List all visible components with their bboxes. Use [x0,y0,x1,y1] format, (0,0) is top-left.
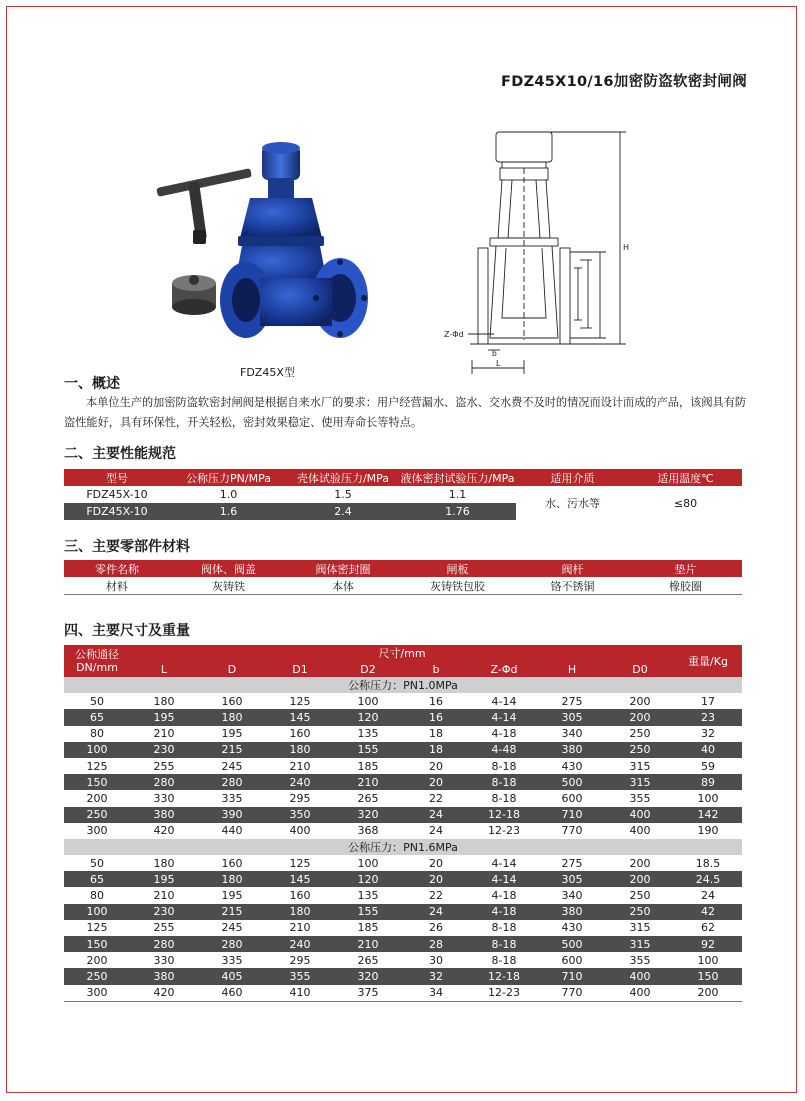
table-cell: 24.5 [674,871,742,887]
table-cell: 215 [198,742,266,758]
table-cell: 120 [334,871,402,887]
table-cell: 315 [606,936,674,952]
drawing-label-h: H [623,243,630,252]
table-row [64,985,742,1002]
table-cell: 195 [130,871,198,887]
table-cell: 210 [289,921,311,935]
mat-col-header: 零件名称 [64,560,170,577]
table-cell: 400 [606,985,674,1002]
table-cell: 600 [561,953,583,967]
table-cell: 400 [629,824,651,838]
table-cell: 250 [64,968,130,984]
table-cell: 4-14 [470,709,538,725]
table-cell: 180 [153,856,175,870]
table-cell: 180 [198,709,266,725]
materials-header-row [64,560,742,577]
table-cell: 500 [538,936,606,952]
table-cell: 500 [538,774,606,790]
table-cell: 80 [90,889,104,903]
table-cell: 17 [701,694,716,708]
table-cell: 100 [357,694,379,708]
valve-product-image [150,138,380,353]
mat-col-header: 阀杆 [516,560,629,577]
table-cell: 材料 [64,577,170,595]
pressure-group-row [64,839,742,855]
table-row [64,823,742,839]
table-cell: 400 [606,807,674,823]
size-col-header: D2 [334,661,402,677]
table-row [64,936,742,952]
table-row [64,758,742,774]
table-cell: 295 [289,791,311,805]
materials-table [64,560,742,595]
table-cell: 1.6 [170,503,287,520]
section-title-performance: 二、主要性能规范 [64,446,176,462]
table-cell: 150 [674,968,742,984]
table-cell: 4-18 [470,904,538,920]
weight-header: 重量/Kg [674,645,742,677]
table-cell: 320 [334,968,402,984]
table-cell: 18 [429,727,443,741]
security-cap-icon [172,275,216,315]
table-cell: 2.4 [287,503,399,520]
table-row [64,855,742,871]
table-cell: 770 [561,824,583,838]
table-cell: 185 [357,759,379,773]
table-cell: 210 [289,759,311,773]
table-cell: 368 [357,824,379,838]
table-cell: 380 [130,807,198,823]
table-row [64,807,742,823]
table-cell: 245 [221,759,243,773]
size-col-header: b [402,661,470,677]
table-cell: 160 [289,727,311,741]
table-cell: 62 [701,921,716,935]
table-cell: 340 [561,727,583,741]
key-tool-icon [156,168,252,244]
table-cell: 255 [153,921,175,935]
table-cell: 8-18 [491,759,517,773]
table-row [64,920,742,936]
table-row [64,742,742,758]
table-cell: 59 [701,759,716,773]
table-cell: 200 [86,791,108,805]
table-cell: 245 [221,921,243,935]
page-title: FDZ45X10/16加密防盗软密封闸阀 [501,74,747,90]
table-cell: 280 [130,774,198,790]
table-cell: 80 [90,727,104,741]
table-cell: 250 [64,807,130,823]
perf-col-header: 适用介质 [516,469,629,486]
table-cell: 185 [357,921,379,935]
table-cell: 275 [561,856,583,870]
table-cell: 4-48 [470,742,538,758]
table-cell: 430 [561,921,583,935]
dimensions-header-row [64,645,742,661]
table-cell: 420 [130,985,198,1002]
performance-header-row [64,469,742,486]
table-cell: 250 [629,727,651,741]
table-cell: 16 [402,709,470,725]
table-cell: 橡胶圈 [629,577,742,595]
table-cell: 350 [266,807,334,823]
table-cell: 430 [561,759,583,773]
table-cell: 405 [198,968,266,984]
table-cell: 4-14 [470,871,538,887]
table-cell: 200 [674,985,742,1002]
table-cell: 250 [606,904,674,920]
dn-header: 公称通径DN/mm [64,645,130,677]
table-cell: 12-18 [470,807,538,823]
overview-text: 本单位生产的加密防盗软密封闸阀是根据自来水厂的要求：用户经营漏水、盗水、交水费不及时的情况而设计而成的产品，该阀具有防盗性能好，具有环保性，开关轻松，密封效果稳定、使用寿命长等特点。 [64,396,747,429]
size-col-header: D [198,661,266,677]
table-cell: 180 [266,742,334,758]
table-cell: 210 [334,936,402,952]
table-row [64,968,742,984]
table-cell: 120 [334,709,402,725]
table-cell: 195 [130,709,198,725]
table-cell: 160 [221,694,243,708]
drawing-label-z: Z-Φd [444,330,464,339]
table-cell: 380 [538,742,606,758]
table-cell: 265 [357,791,379,805]
table-cell: 26 [429,921,443,935]
table-cell: 本体 [287,577,399,595]
table-cell: 355 [629,791,651,805]
table-cell: 160 [289,889,311,903]
table-cell: 20 [429,856,443,870]
table-cell: 18.5 [695,856,721,870]
size-col-header: D1 [266,661,334,677]
table-cell: 160 [221,856,243,870]
table-cell: 4-14 [491,694,517,708]
perf-col-header: 适用温度℃ [629,469,742,486]
table-cell: 440 [221,824,243,838]
table-cell: 100 [64,742,130,758]
mat-col-header: 阀体密封圈 [287,560,399,577]
table-cell: 150 [64,774,130,790]
table-cell: 460 [198,985,266,1002]
table-cell: 12-23 [488,824,520,838]
table-cell: 铬不锈铜 [516,577,629,595]
table-cell: 320 [334,807,402,823]
table-cell: 24 [701,889,716,903]
table-cell: 215 [198,904,266,920]
table-cell: 410 [266,985,334,1002]
table-cell: 255 [153,759,175,773]
table-cell: 22 [429,791,443,805]
table-row [64,904,742,920]
table-cell: 12-23 [470,985,538,1002]
table-row [64,790,742,806]
table-cell: 24 [429,824,443,838]
table-cell: 200 [86,953,108,967]
table-cell: 24 [402,904,470,920]
table-row [64,486,742,503]
table-cell: 200 [629,694,651,708]
size-col-header: Z-Φd [470,661,538,677]
perf-col-header: 公称压力PN/MPa [170,469,287,486]
section-title-dimensions: 四、主要尺寸及重量 [64,623,190,639]
table-cell: 灰铸铁 [170,577,287,595]
drawing-label-b: b [492,349,497,358]
table-cell: 32 [701,727,716,741]
performance-table [64,469,742,520]
table-cell: 20 [402,774,470,790]
table-row [64,693,742,709]
table-cell: 100 [697,791,719,805]
table-cell: 375 [334,985,402,1002]
table-cell: 1.1 [448,488,467,501]
table-cell: 8-18 [491,921,517,935]
table-cell: 32 [402,968,470,984]
table-cell: 710 [538,968,606,984]
table-cell: 灰铸铁包胶 [399,577,516,595]
table-cell: 355 [266,968,334,984]
table-cell: 34 [402,985,470,1002]
table-cell: 200 [606,709,674,725]
table-cell: 315 [629,921,651,935]
table-cell: 240 [266,936,334,952]
table-cell: 145 [266,709,334,725]
table-cell: 210 [153,889,175,903]
table-cell: 250 [606,742,674,758]
table-cell: 230 [130,904,198,920]
table-cell: 265 [357,953,379,967]
pressure-group-row [64,677,742,693]
table-cell: 4-14 [491,856,517,870]
table-cell: 135 [357,889,379,903]
medium-cell: 水、污水等 [516,486,629,520]
table-cell: 30 [429,953,443,967]
mat-col-header: 阀体、阀盖 [170,560,287,577]
table-cell: 100 [357,856,379,870]
table-row [64,726,742,742]
table-cell: 195 [221,727,243,741]
table-row [64,887,742,903]
mat-col-header: 垫片 [629,560,742,577]
table-row [64,952,742,968]
table-cell: 280 [198,936,266,952]
table-row [64,577,742,595]
table-cell: 600 [561,791,583,805]
table-cell: 300 [86,824,108,838]
table-row [64,871,742,887]
photo-caption: FDZ45X型 [240,366,295,379]
table-cell: 12-18 [470,968,538,984]
table-cell: 380 [538,904,606,920]
table-cell: 300 [64,985,130,1002]
table-cell: 280 [198,774,266,790]
table-cell: 280 [130,936,198,952]
table-cell: 400 [289,824,311,838]
table-cell: 190 [697,824,719,838]
perf-col-header: 型号 [64,469,170,486]
table-cell: 210 [153,727,175,741]
table-cell: 200 [629,856,651,870]
table-cell: 8-18 [491,953,517,967]
size-col-header: H [538,661,606,677]
mat-col-header: 闸板 [399,560,516,577]
perf-col-header: 壳体试验压力/MPa [287,469,399,486]
table-cell: 4-18 [491,727,517,741]
table-cell: 145 [266,871,334,887]
table-cell: 340 [561,889,583,903]
table-cell: 210 [334,774,402,790]
dimensions-subheader-row [64,661,742,677]
table-cell: 390 [198,807,266,823]
table-cell: 1.5 [334,488,352,501]
table-cell: FDZ45X-10 [86,488,148,501]
table-cell: 180 [153,694,175,708]
table-cell: 65 [64,871,130,887]
table-cell: 315 [629,759,651,773]
table-cell: 305 [538,709,606,725]
table-cell: 335 [221,953,243,967]
temperature-cell: ≤80 [629,486,742,520]
table-cell: 125 [86,759,108,773]
table-cell: 240 [266,774,334,790]
table-cell: 8-18 [470,774,538,790]
table-cell: 420 [153,824,175,838]
table-cell: 42 [674,904,742,920]
table-cell: 1.0 [219,488,238,501]
table-cell: 92 [674,936,742,952]
table-cell: 380 [130,968,198,984]
table-cell: 125 [289,856,311,870]
table-cell: 180 [266,904,334,920]
table-cell: 150 [64,936,130,952]
table-cell: 65 [64,709,130,725]
table-cell: 400 [606,968,674,984]
table-cell: 50 [90,694,104,708]
table-cell: 4-18 [491,889,517,903]
valve-technical-drawing [440,128,650,380]
table-cell: FDZ45X-10 [64,503,170,520]
table-cell: 8-18 [491,791,517,805]
table-row [64,774,742,790]
table-cell: 710 [538,807,606,823]
table-cell: 335 [221,791,243,805]
table-cell: 155 [334,904,402,920]
dimensions-table [64,645,742,1002]
table-cell: 20 [429,759,443,773]
table-cell: 295 [289,953,311,967]
table-cell: 125 [86,921,108,935]
table-cell: 142 [674,807,742,823]
table-cell: 200 [606,871,674,887]
size-col-header: L [130,661,198,677]
table-cell: 22 [429,889,443,903]
table-cell: 330 [153,953,175,967]
table-cell: 20 [402,871,470,887]
table-cell: 195 [221,889,243,903]
table-cell: 100 [64,904,130,920]
table-cell: 28 [402,936,470,952]
drawing-label-l: L [496,359,501,368]
table-cell: 355 [629,953,651,967]
table-cell: 305 [538,871,606,887]
size-header: 尺寸/mm [130,645,674,661]
table-cell: 23 [674,709,742,725]
table-cell: 8-18 [470,936,538,952]
table-cell: 155 [334,742,402,758]
table-cell: 40 [674,742,742,758]
table-cell: 18 [402,742,470,758]
table-cell: 770 [538,985,606,1002]
table-cell: 100 [697,953,719,967]
section-title-materials: 三、主要零部件材料 [64,539,190,555]
size-col-header: D0 [606,661,674,677]
table-cell: 275 [561,694,583,708]
table-cell: 16 [429,694,443,708]
pressure-group-label: 公称压力：PN1.0MPa [64,677,742,693]
perf-col-header: 液体密封试验压力/MPa [399,469,516,486]
table-cell: 315 [606,774,674,790]
table-cell: 24 [402,807,470,823]
section-title-overview: 一、概述 [64,376,120,392]
table-cell: 250 [629,889,651,903]
table-cell: 180 [198,871,266,887]
table-cell: 230 [130,742,198,758]
table-cell: 330 [153,791,175,805]
table-row [64,709,742,725]
pressure-group-label: 公称压力：PN1.6MPa [64,839,742,855]
table-cell: 1.76 [399,503,516,520]
table-cell: 50 [90,856,104,870]
table-cell: 89 [674,774,742,790]
table-cell: 135 [357,727,379,741]
table-cell: 125 [289,694,311,708]
